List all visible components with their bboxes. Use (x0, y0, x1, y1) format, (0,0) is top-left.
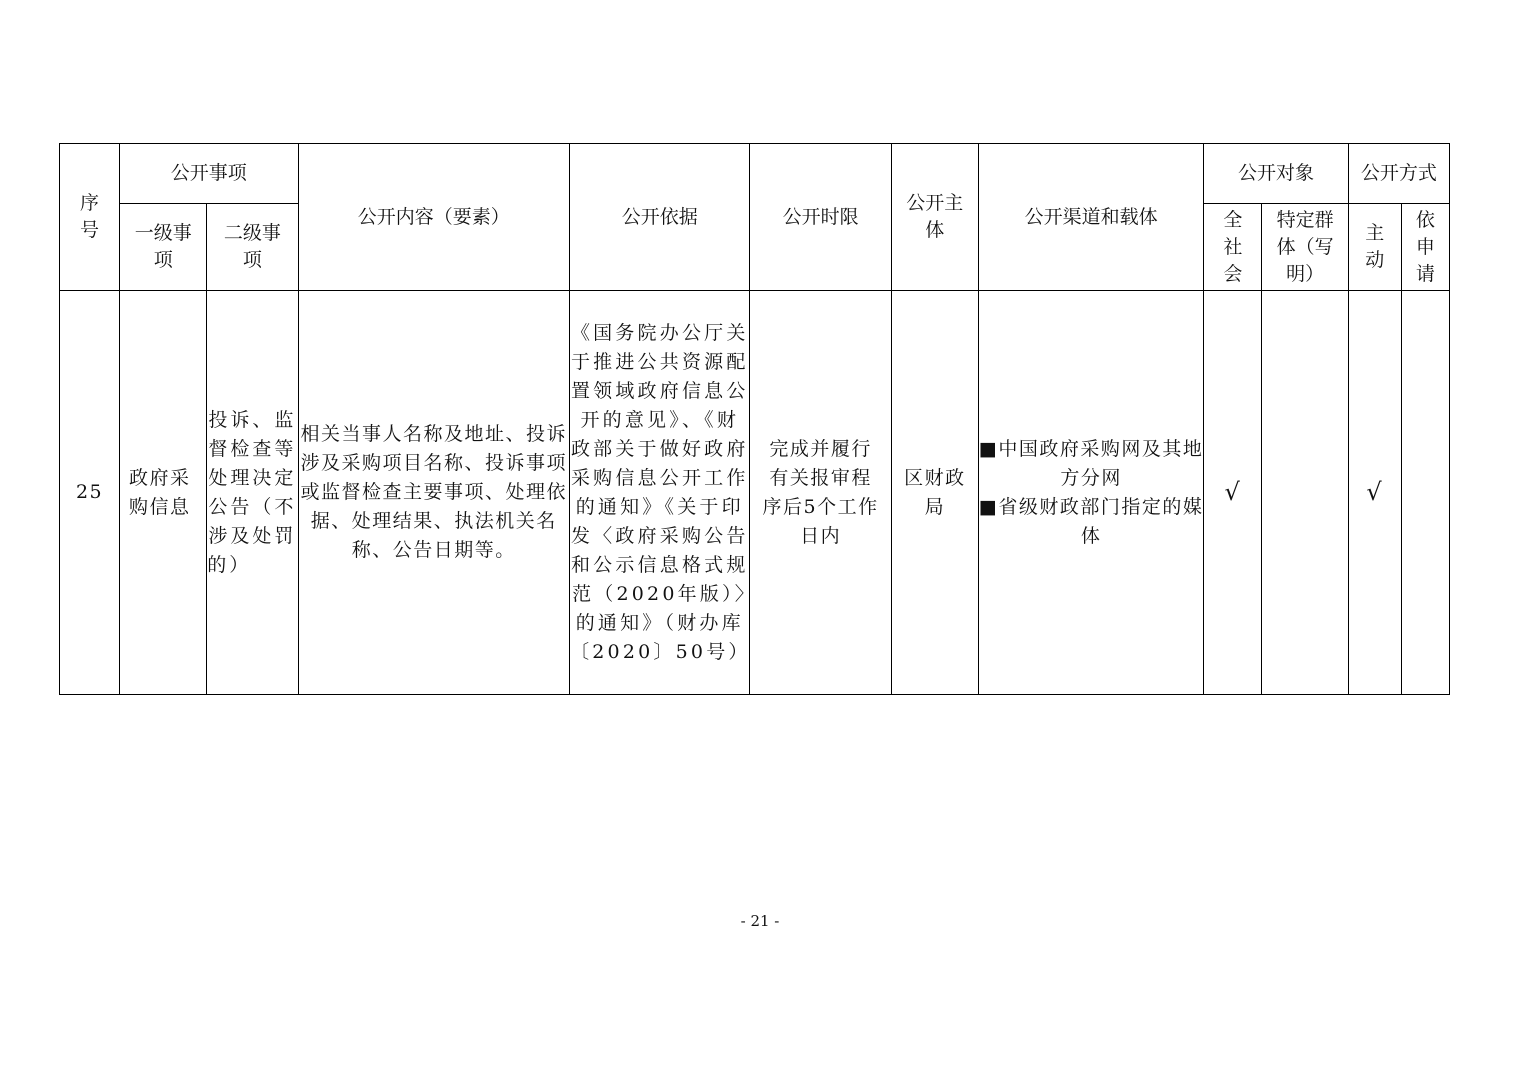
cell-subject: 区财政局 (891, 291, 978, 695)
cell-time-limit: 完成并履行有关报审程序后5个工作日内 (750, 291, 891, 695)
cell-target-all: √ (1204, 291, 1262, 695)
header-target: 公开对象 (1204, 144, 1348, 204)
header-public-item: 公开事项 (120, 144, 298, 204)
header-method-active: 主动 (1348, 204, 1401, 291)
page-number: - 21 - (740, 912, 780, 930)
cell-level1: 政府采购信息 (120, 291, 207, 695)
channel-item-2: ■省级财政部门指定的媒体 (978, 495, 1204, 547)
header-content: 公开内容（要素） (298, 144, 570, 291)
header-target-all: 全社会 (1204, 204, 1262, 291)
cell-content: 相关当事人名称及地址、投诉涉及采购项目名称、投诉事项或监督检查主要事项、处理依据、处理结果、执法机关名称、公告日期等。 (298, 291, 570, 695)
table-row (60, 291, 1450, 695)
header-level2: 二级事项 (207, 204, 298, 291)
header-seq: 序号 (60, 144, 120, 291)
cell-target-specific (1262, 291, 1348, 695)
header-method-apply: 依申请 (1401, 204, 1449, 291)
cell-basis: 《国务院办公厅关于推进公共资源配置领域政府信息公开的意见》、《财政部关于做好政府采购信息公开工作的通知》《关于印发〈政府采购公告和公示信息格式规范（2020年版）〉的通知》（财办库〔2020〕50号） (570, 291, 750, 695)
cell-method-active: √ (1348, 291, 1401, 695)
header-time-limit: 公开时限 (750, 144, 891, 291)
header-method: 公开方式 (1348, 144, 1449, 204)
header-target-specific: 特定群体（写明） (1262, 204, 1348, 291)
cell-level2: 投诉、监督检查等处理决定公告（不涉及处罚的） (207, 291, 298, 695)
channel-item-1: ■中国政府采购网及其地方分网 (978, 437, 1204, 489)
header-channel: 公开渠道和载体 (978, 144, 1203, 291)
cell-channel (978, 291, 1203, 695)
header-subject: 公开主体 (891, 144, 978, 291)
cell-seq: 25 (60, 291, 120, 695)
header-basis: 公开依据 (570, 144, 750, 291)
table-header (60, 144, 1450, 291)
cell-method-apply (1401, 291, 1449, 695)
disclosure-table (59, 143, 1450, 695)
header-level1: 一级事项 (120, 204, 207, 291)
